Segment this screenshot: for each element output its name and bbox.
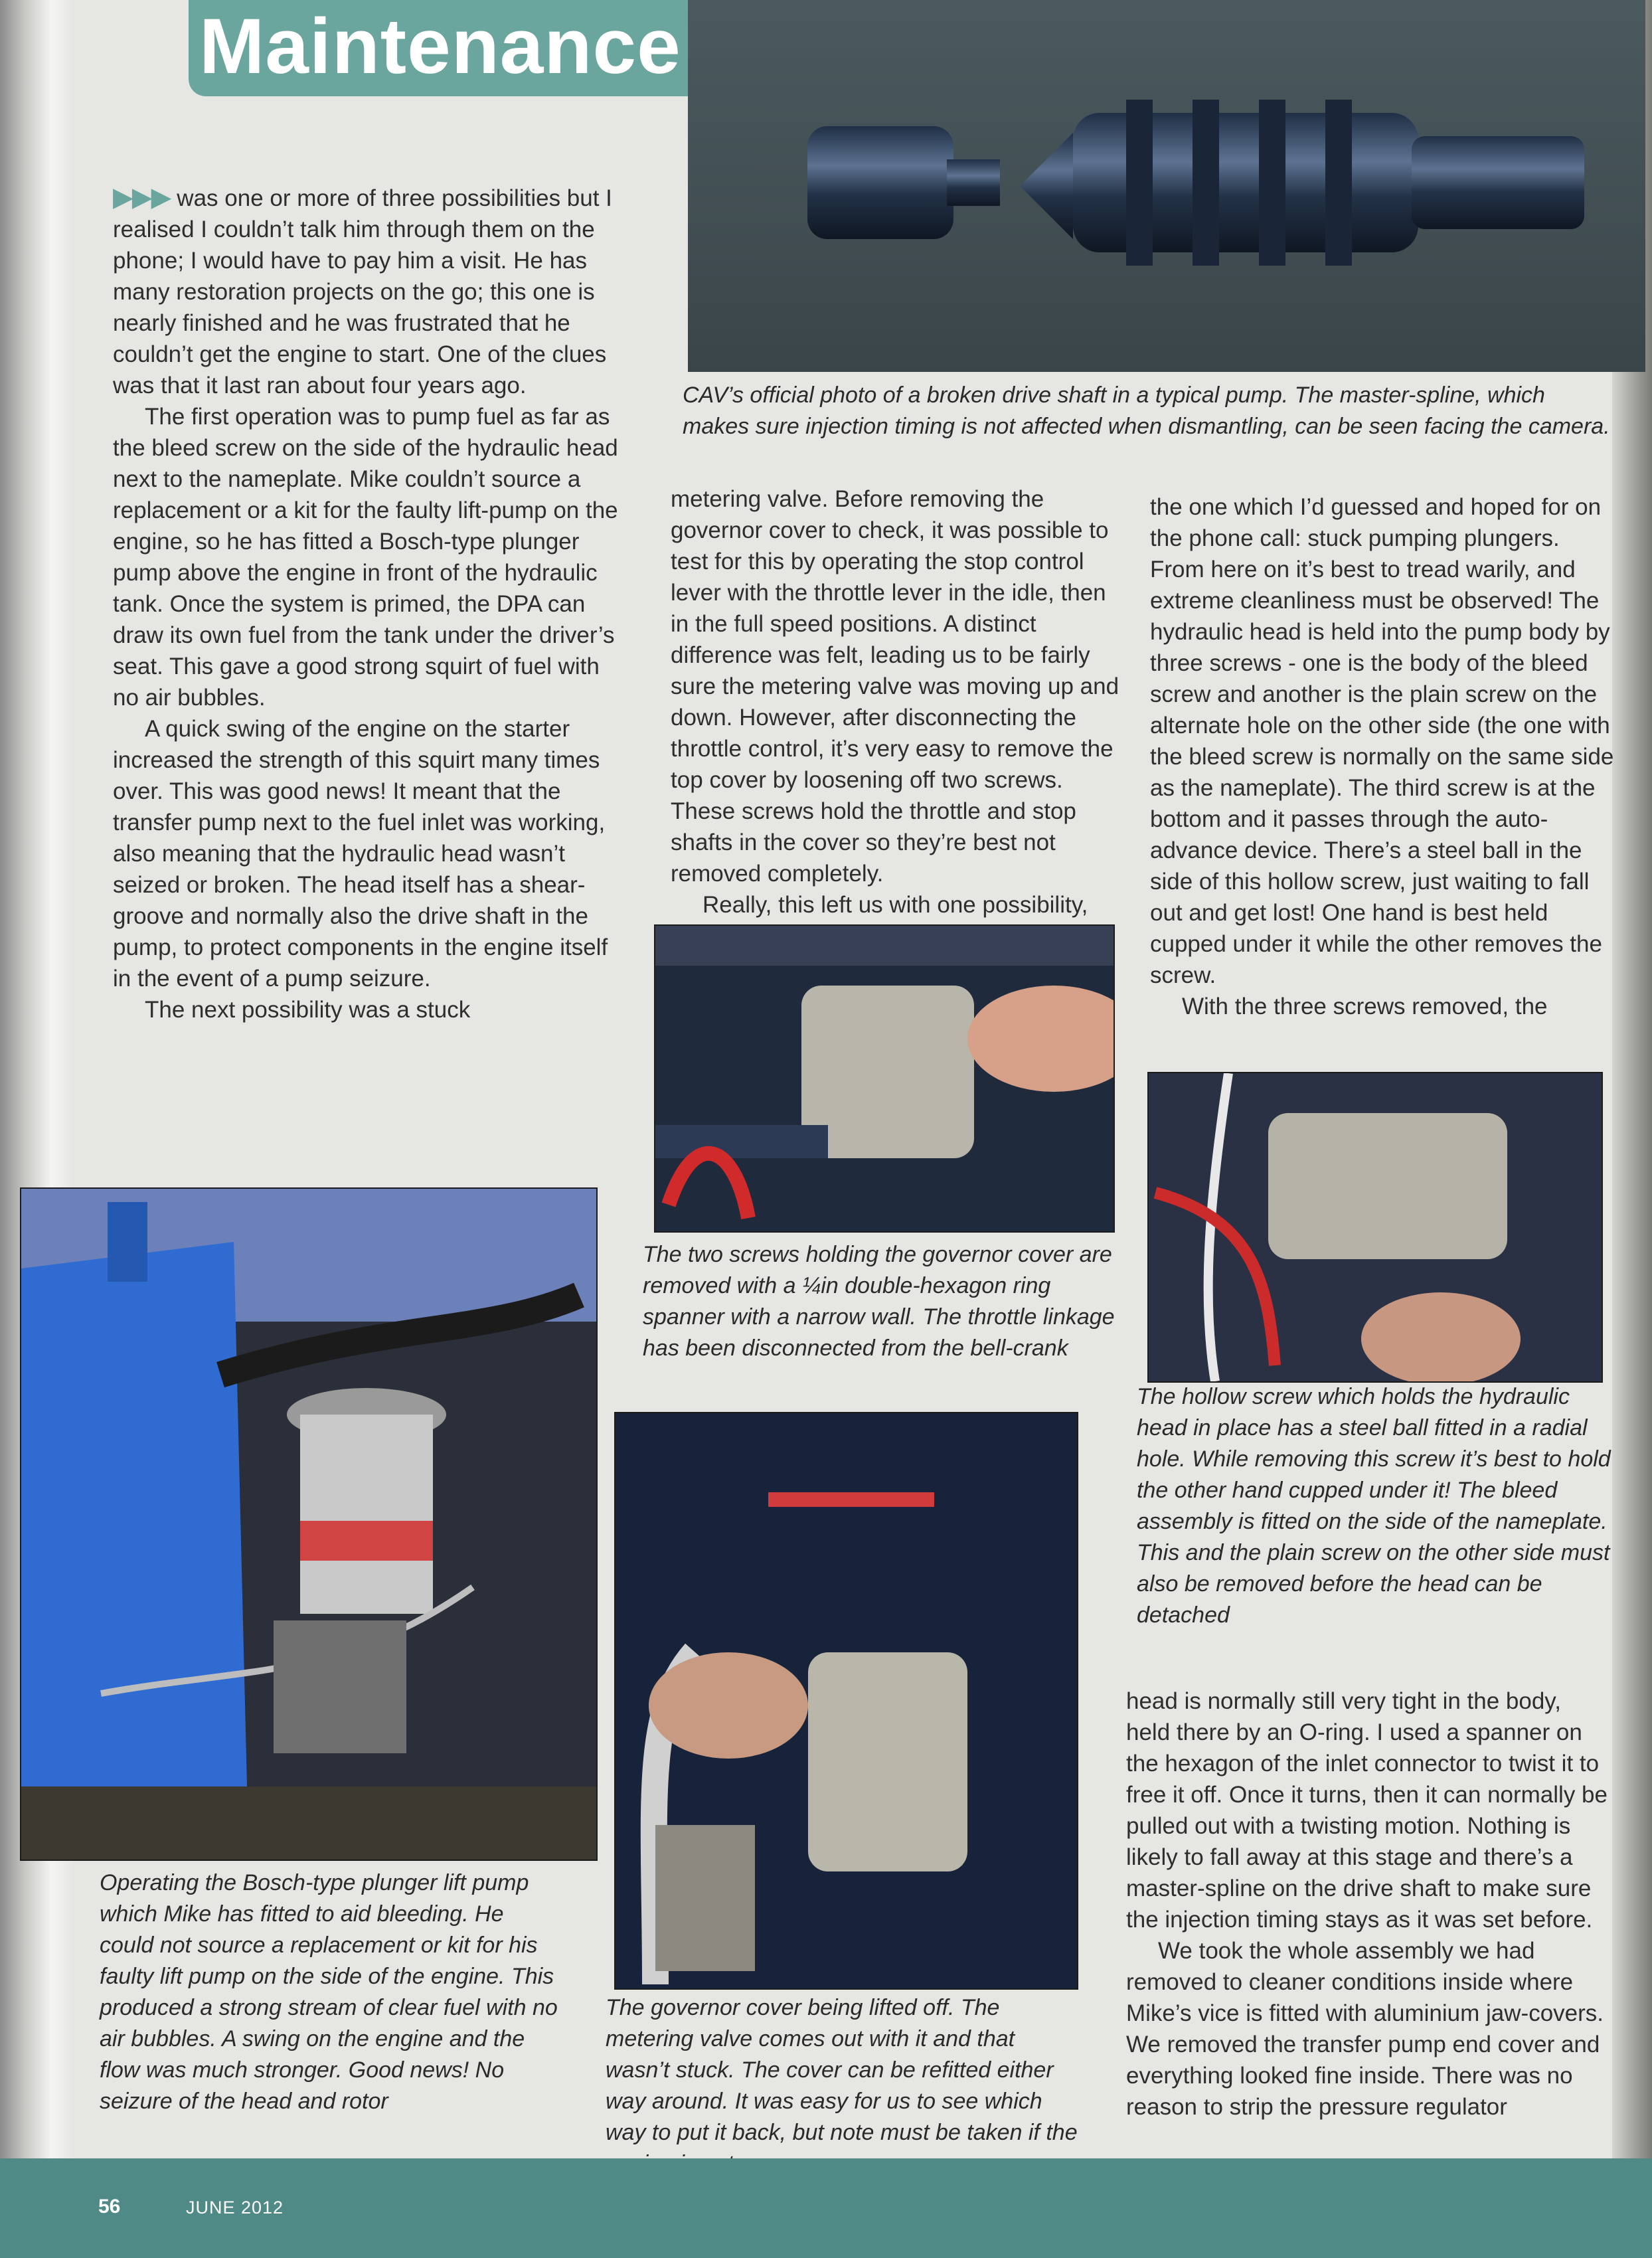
hollow-screw-illustration: [1149, 1073, 1602, 1381]
photo-drive-shaft: [688, 0, 1645, 372]
paragraph: Really, this left us with one possibility,: [702, 892, 1088, 918]
paragraph: With the three screws removed, the: [1182, 994, 1548, 1019]
governor-screws-illustration: [655, 926, 1114, 1231]
column-3-text-bottom: [1126, 1686, 1611, 2123]
issue-date: JUNE 2012: [186, 2198, 284, 2217]
continuation-arrows-icon: ▶▶▶: [113, 183, 171, 212]
caption-bosch-pump: Operating the Bosch-type plunger lift pump which Mike has fitted to aid bleeding. He could not source a replacement or kit for his faulty lift pump on the side of the engine. This produced a strong stream of clear fuel with no air bubbles. A swing on the engine and the flow was much stronger. Good news! No seizure of the head and rotor: [100, 1870, 558, 2114]
column-2-text: [671, 483, 1122, 920]
photo-bosch-pump: [20, 1187, 598, 1861]
caption-drive-shaft: CAV’s official photo of a broken drive shaft in a typical pump. The master-spline, which makes sure injection timing is not affected when dismantling, can be seen facing the camera.: [683, 383, 1610, 439]
governor-lifted-illustration: [616, 1413, 1077, 1988]
caption-hollow-screw: The hollow screw which holds the hydraulic head in place has a steel ball fitted in a radial hole. While removing this screw it’s best to hold the other hand cupped under it! The bleed assembly is fitted on the side of the nameplate. This and the plain screw on the other side must also be removed before the head can be detached: [1137, 1384, 1611, 1628]
photo-governor-lifted: [614, 1412, 1078, 1990]
photo-governor-screws: [654, 924, 1115, 1233]
paragraph: The first operation was to pump fuel as far as the bleed screw on the side of the hydraulic head next to the nameplate. Mike couldn’t source a replacement or a kit for the faulty lift-pump on the engine, so he has fitted a Bosch-type plunger pump above the engine in front of the hydraulic tank. Once the system is primed, the DPA can draw its own fuel from the tank under the driver’s seat. This gave a good strong squirt of fuel with no air bubbles.: [113, 404, 618, 711]
photo-hollow-screw: [1147, 1072, 1603, 1383]
paragraph: [113, 182, 631, 401]
paragraph: We took the whole assembly we had removed to cleaner conditions inside where Mike’s vice is fitted with aluminium jaw-covers. We removed the transfer pump end cover and everything looked fine inside. There was no reason to strip the pressure regulator: [1126, 1938, 1604, 2120]
column-1-text: [113, 182, 631, 1025]
caption-governor-lifted: The governor cover being lifted off. The metering valve comes out with it and that wasn’t stuck. The cover can be refitted either way around. It was easy for us to see which way to put it back, but note must be taken if the: [606, 1995, 1078, 2145]
paragraph: A quick swing of the engine on the starter increased the strength of this squirt many times over. This was good news! It meant that the transfer pump next to the fuel inlet was working, also meaning that the hydraulic head wasn’t seized or broken. The head itself has a shear-groove and normally also the drive shaft in the pump, to protect components in the engine itself in the event of a pump seizure.: [113, 716, 608, 992]
paragraph: head is normally still very tight in the body, held there by an O-ring. I used a spanner on the hexagon of the inlet connector to twist it to free it off. Once it turns, then it can normally be pulled out with a twisting motion. Nothing is likely to fall away at this stage and there’s a master-spline on the drive shaft to make sure the injection timing stays as it was set before.: [1126, 1688, 1608, 1933]
page-number: 56: [98, 2196, 121, 2217]
section-title: Maintenance: [199, 3, 681, 90]
engine-bay-illustration: [21, 1189, 596, 1860]
drive-shaft-illustration: [688, 0, 1645, 372]
paragraph: the one which I’d guessed and hoped for on the phone call: stuck pumping plungers. From here on it’s best to tread warily, and extreme cleanliness must be observed! The hydraulic head is held into the pump body by three screws - one is the body of the bleed screw and another is the plain screw on the alternate hole on the other side (the one with the bleed screw is normally on the same side as the nameplate). The third screw is at the bottom and it passes through the auto-advance device. There’s a steel ball in the side of this hollow screw, just waiting to fall out and get lost! One hand is best held cupped under it while the other removes the screw.: [1150, 494, 1614, 988]
column-3-text-top: [1150, 491, 1615, 1022]
page-spine-shadow: [0, 0, 73, 2258]
paragraph: metering valve. Before removing the governor cover to check, it was possible to test for this by operating the stop control lever with the throttle lever in the idle, then in the full speed positions. A distinct difference was felt, leading us to be fairly sure the metering valve was moving up and down. However, after disconnecting the throttle control, it’s very easy to remove the top cover by loosening off two screws. These screws hold the throttle and stop shafts in the cover so they’re best not removed completely.: [671, 486, 1119, 887]
caption-governor-screws: The two screws holding the governor cover are removed with a ¼in double-hexagon ring spanner with a narrow wall. The throttle linkage has been disconnected from the bell-crank: [643, 1242, 1115, 1361]
paragraph: The next possibility was a stuck: [145, 997, 471, 1023]
paragraph-text: was one or more of three possibilities but I realised I couldn’t talk him through them on the phone; I would have to pay him a visit. He has many restoration projects on the go; this one is nearly finished and he was frustrated that he couldn’t get the engine to start. One of the clues was that it last ran about four years ago.: [113, 185, 612, 398]
